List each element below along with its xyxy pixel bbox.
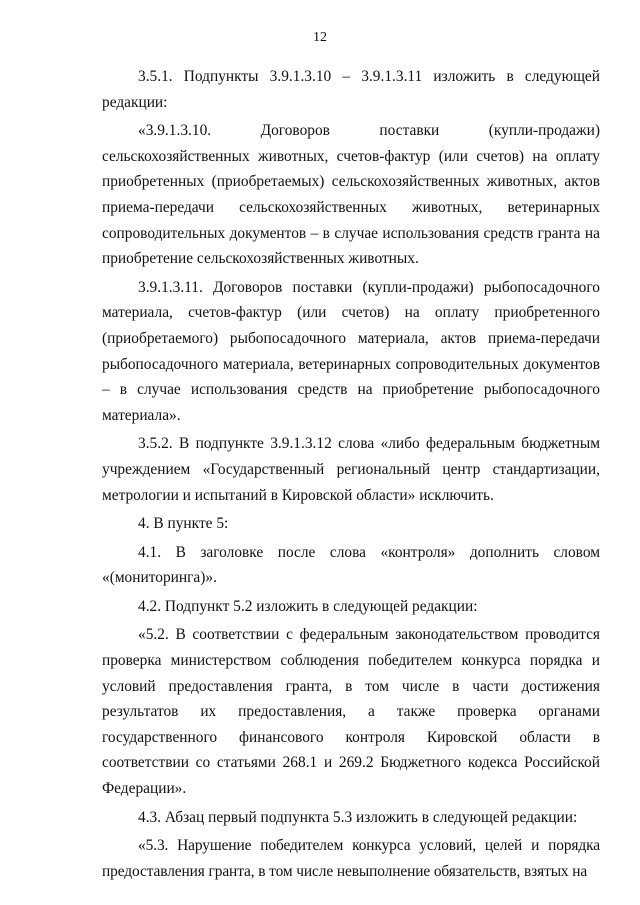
paragraph-3-5-1: 3.5.1. Подпункты 3.9.1.3.10 – 3.9.1.3.11 изложить в следующей редакции: — [102, 68, 600, 111]
paragraph-5-2: «5.2. В соответствии с федеральным законодательством проводится проверка министерством соблюдения победителем конкурса порядка и условий предоставления гранта, в том числе в части достижения результатов их предоставления, а также проверка органами государственного финансового контроля Кировской области в соответствии со статьями 268.1 и 269.2 Бюджетного кодекса Российской Федерации». — [102, 626, 600, 798]
paragraph-3-9-1-3-11: 3.9.1.3.11. Договоров поставки (купли-продажи) рыбопосадочного материала, счетов-фактур (или счетов) на оплату приобретенного (приобретаемого) рыбопосадочного материала, актов приема-передачи рыбопосадочного материала, ветеринарных сопроводительных документов – в случае использования средств на приобретение рыбопосадочного материала». — [102, 278, 600, 424]
paragraph-5-3: «5.3. Нарушение победителем конкурса условий, целей и порядка предоставления гранта, в том числе невыполнение обязательств, взятых на — [102, 837, 600, 880]
paragraph-4-1: 4.1. В заголовке после слова «контроля» дополнить словом «(мониторинга)». — [102, 543, 600, 587]
document-body — [102, 64, 600, 884]
paragraph-3-5-2: 3.5.2. В подпункте 3.9.1.3.12 слова «либо федеральным бюджетным учреждением «Государственный региональный центр стандартизации, метрологии и испытаний в Кировской области» исключить. — [102, 435, 600, 504]
paragraph-4-2: 4.2. Подпункт 5.2 изложить в следующей редакции: — [138, 597, 478, 615]
paragraph-4-3: 4.3. Абзац первый подпункта 5.3 изложить в следующей редакции: — [138, 808, 578, 826]
paragraph-3-9-1-3-10: «3.9.1.3.10. Договоров поставки (купли-продажи) сельскохозяйственных животных, счетов-фактур (или счетов) на оплату приобретенных (приобретаемых) сельскохозяйственных животных, актов приема-передачи сельскохозяйственных животных, ветеринарных сопроводительных документов – в случае использования средств гранта на приобретение сельскохозяйственных животных. — [102, 122, 600, 268]
paragraph-4: 4. В пункте 5: — [138, 515, 229, 533]
page-number: 12 — [313, 30, 327, 45]
